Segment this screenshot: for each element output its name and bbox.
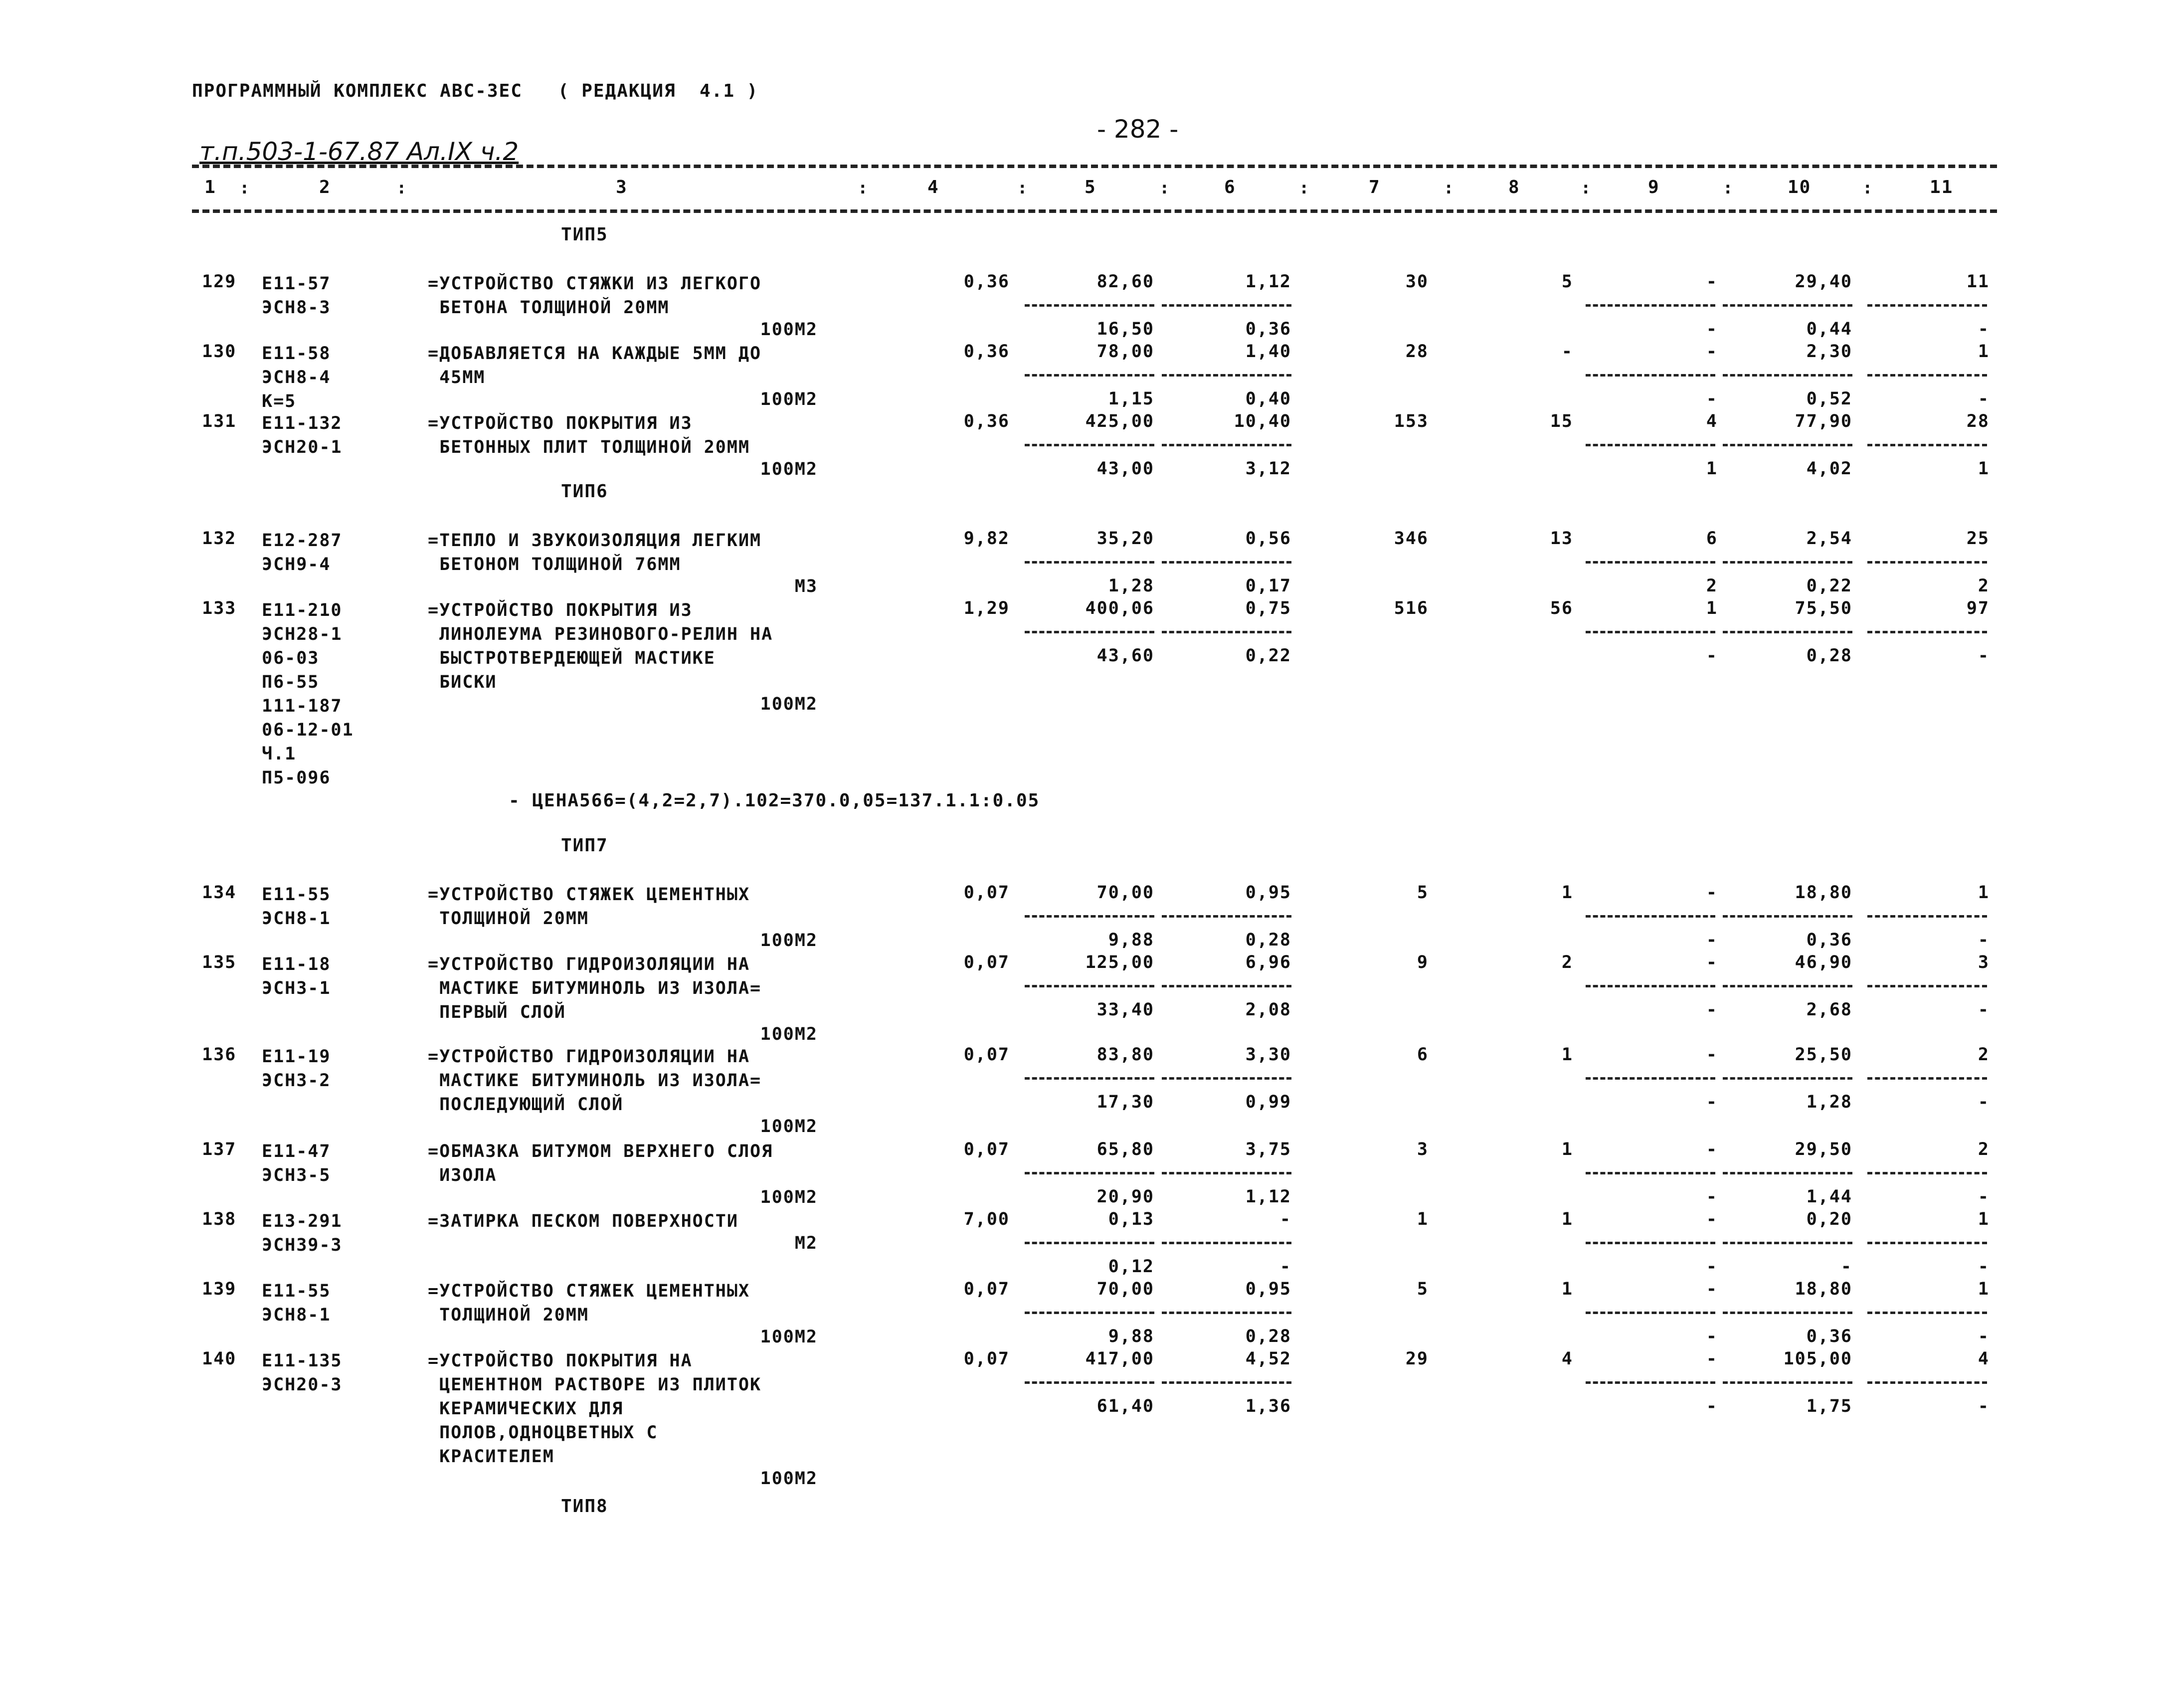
row-col9-sub: - [1706,1000,1718,1020]
row-col11-sub: 1 [1978,459,1990,479]
value-divider [1162,1312,1291,1314]
row-col6: 1,40 [1245,342,1291,362]
row-code: Е12-287 ЭСН9-4 [262,531,343,574]
row-code: Е11-58 ЭСН8-4 К=5 [262,344,331,411]
column-header-10: 10 [1788,177,1812,197]
row-col9-sub: 2 [1706,576,1718,596]
row-number: 134 [202,883,237,903]
row-col6-sub: 2,08 [1245,1000,1291,1020]
row-col10-sub: 1,28 [1806,1092,1852,1112]
type-heading-7: ТИП7 [561,835,608,856]
row-col9-sub: - [1706,646,1718,666]
row-col8: 13 [1550,529,1573,549]
row-col6: 6,96 [1245,952,1291,972]
row-col7: 5 [1417,883,1429,903]
value-divider [1867,1172,1987,1174]
value-divider [1025,1077,1154,1080]
row-col11: 3 [1978,952,1990,972]
row-quantity: 1,29 [963,598,1010,618]
row-quantity: 0,07 [963,1045,1010,1065]
value-divider [1162,1077,1291,1080]
row-col10: 0,20 [1806,1209,1852,1229]
row-col9: - [1706,272,1718,292]
value-divider [1586,1077,1715,1080]
row-col5: 65,80 [1096,1139,1154,1159]
value-divider [1025,561,1154,564]
row-col6: 0,95 [1245,883,1291,903]
row-col5: 417,00 [1085,1349,1154,1369]
value-divider [1025,631,1154,633]
row-col9: - [1706,342,1718,362]
row-col10: 75,50 [1795,598,1852,618]
row-quantity: 0,36 [963,342,1010,362]
column-separator: : [1581,178,1592,198]
value-divider [1723,374,1852,377]
row-col5: 35,20 [1096,529,1154,549]
row-unit: 100М2 [760,1117,818,1137]
row-col9-sub: - [1706,1092,1718,1112]
row-col8: 1 [1561,1045,1573,1065]
row-col5-sub: 1,15 [1108,389,1154,409]
row-col6-sub: 1,36 [1245,1396,1291,1416]
value-divider [1025,444,1154,446]
value-divider [1586,985,1715,987]
row-col5: 125,00 [1085,952,1154,972]
value-divider [1867,561,1987,564]
value-divider [1867,915,1987,918]
column-header-7: 7 [1369,177,1381,197]
row-col7: 29 [1405,1349,1429,1369]
column-header-11: 11 [1930,177,1954,197]
row-col9: - [1706,1209,1718,1229]
type-heading-8: ТИП8 [561,1496,608,1517]
row-col7: 3 [1417,1139,1429,1159]
row-col10-sub: 0,52 [1806,389,1852,409]
row-number: 131 [202,411,237,431]
row-description: =ОБМАЗКА БИТУМОМ ВЕРХНЕГО СЛОЯ ИЗОЛА [428,1141,773,1185]
row-col10-sub: 4,02 [1806,459,1852,479]
row-col6: 0,95 [1245,1279,1291,1299]
row-col7: 6 [1417,1045,1429,1065]
value-divider [1867,1242,1987,1244]
header-bottom-rule [192,209,1997,213]
row-col6: 1,12 [1245,272,1291,292]
row-col6-sub: 0,17 [1245,576,1291,596]
value-divider [1723,985,1852,987]
row-description: =УСТРОЙСТВО ПОКРЫТИЯ ИЗ БЕТОННЫХ ПЛИТ ТОЛЩИНОЙ 20ММ [428,413,750,457]
value-divider [1162,1381,1291,1384]
value-divider [1723,1312,1852,1314]
row-col5-sub: 61,40 [1096,1396,1154,1416]
row-number: 135 [202,952,237,972]
row-col5: 70,00 [1096,883,1154,903]
row-col10: 105,00 [1783,1349,1852,1369]
row-col5-sub: 43,60 [1096,646,1154,666]
row-col9-sub: - [1706,1396,1718,1416]
row-code: Е11-55 ЭСН8-1 [262,1281,331,1325]
row-code: Е11-18 ЭСН3-1 [262,954,331,998]
row-number: 130 [202,342,237,362]
row-col7: 28 [1405,342,1429,362]
column-header-6: 6 [1224,177,1236,197]
value-divider [1586,631,1715,633]
value-divider [1162,444,1291,446]
row-col9-sub: - [1706,1187,1718,1207]
row-col6-sub: 0,28 [1245,1327,1291,1346]
row-col5-sub: 16,50 [1096,319,1154,339]
row-col6-sub: 0,36 [1245,319,1291,339]
value-divider [1586,915,1715,918]
row-unit: 100М2 [760,459,818,479]
row-col5-sub: 43,00 [1096,459,1154,479]
column-separator: : [1444,178,1455,198]
row-col11: 2 [1978,1139,1990,1159]
row-col5: 0,13 [1108,1209,1154,1229]
row-code: Е11-132 ЭСН20-1 [262,413,343,457]
row-col5: 78,00 [1096,342,1154,362]
row-col6-sub: 1,12 [1245,1187,1291,1207]
row-col11: 1 [1978,1279,1990,1299]
row-col6: 3,30 [1245,1045,1291,1065]
row-unit: 100М2 [760,931,818,950]
value-divider [1162,1242,1291,1244]
row-col5: 83,80 [1096,1045,1154,1065]
value-divider [1723,1172,1852,1174]
value-divider [1025,1381,1154,1384]
row-description: =УСТРОЙСТВО СТЯЖКИ ИЗ ЛЕГКОГО БЕТОНА ТОЛЩИНОЙ 20ММ [428,274,762,318]
value-divider [1162,631,1291,633]
row-code: Е11-135 ЭСН20-3 [262,1351,343,1395]
row-col8: 1 [1561,1209,1573,1229]
row-col6-sub: 0,22 [1245,646,1291,666]
row-col8: 4 [1561,1349,1573,1369]
row-number: 133 [202,598,237,618]
column-separator: : [1299,178,1310,198]
column-header-4: 4 [927,177,939,197]
row-col10: 46,90 [1795,952,1852,972]
value-divider [1586,444,1715,446]
project-code: т.п.503-1-67.87 Ал.IX ч.2 [199,137,519,166]
row-number: 138 [202,1209,237,1229]
row-unit: 100М2 [760,320,818,340]
row-col8: 15 [1550,411,1573,431]
row-col6: 0,56 [1245,529,1291,549]
row-description: =УСТРОЙСТВО ПОКРЫТИЯ ИЗ ЛИНОЛЕУМА РЕЗИНОВОГО-РЕЛИН НА БЫСТРОТВЕРДЕЮЩЕЙ МАСТИКЕ БИСКИ [428,600,773,692]
row-col9: - [1706,1139,1718,1159]
row-col10: 2,30 [1806,342,1852,362]
value-divider [1723,1077,1852,1080]
row-col9-sub: - [1706,930,1718,950]
row-col5-sub: 20,90 [1096,1187,1154,1207]
value-divider [1025,1172,1154,1174]
row-unit: 100М2 [760,1024,818,1044]
row-number: 137 [202,1139,237,1159]
row-col11-sub: - [1978,1257,1990,1277]
column-header-3: 3 [616,177,628,197]
type-heading-6: ТИП6 [561,481,608,502]
row-col5-sub: 0,12 [1108,1257,1154,1277]
row-quantity: 0,07 [963,952,1010,972]
row-col11: 25 [1966,529,1990,549]
row-col7: 346 [1394,529,1429,549]
value-divider [1723,444,1852,446]
row-code: Е13-291 ЭСН39-3 [262,1211,343,1255]
row-unit: 100М2 [760,1327,818,1347]
value-divider [1586,374,1715,377]
value-divider [1723,304,1852,307]
row-col6-sub: - [1279,1257,1291,1277]
row-col11: 1 [1978,342,1990,362]
row-col10-sub: 2,68 [1806,1000,1852,1020]
row-col10-sub: 0,22 [1806,576,1852,596]
row-col11: 2 [1978,1045,1990,1065]
row-col8: 56 [1550,598,1573,618]
row-col10: 29,50 [1795,1139,1852,1159]
row-col9: - [1706,952,1718,972]
value-divider [1025,1242,1154,1244]
row-code: Е11-19 ЭСН3-2 [262,1047,331,1091]
row-col11-sub: - [1978,319,1990,339]
row-col11: 1 [1978,883,1990,903]
value-divider [1162,561,1291,564]
row-col8: 5 [1561,272,1573,292]
value-divider [1723,1381,1852,1384]
row-col10: 25,50 [1795,1045,1852,1065]
row-col6: 0,75 [1245,598,1291,618]
column-separator: : [396,178,408,198]
row-col6: - [1279,1209,1291,1229]
row-quantity: 0,07 [963,1139,1010,1159]
row-col5-sub: 17,30 [1096,1092,1154,1112]
value-divider [1723,631,1852,633]
row-quantity: 9,82 [963,529,1010,549]
value-divider [1586,1172,1715,1174]
row-col6-sub: 0,40 [1245,389,1291,409]
row-quantity: 7,00 [963,1209,1010,1229]
column-separator: : [858,178,869,198]
value-divider [1867,1312,1987,1314]
value-divider [1723,561,1852,564]
value-divider [1162,1172,1291,1174]
row-unit: М3 [794,576,818,596]
row-unit: 100М2 [760,694,818,714]
value-divider [1723,1242,1852,1244]
row-col10: 77,90 [1795,411,1852,431]
column-header-1: 1 [204,177,216,197]
row-col10-sub: 0,36 [1806,1327,1852,1346]
value-divider [1867,444,1987,446]
row-description: =УСТРОЙСТВО СТЯЖЕК ЦЕМЕНТНЫХ ТОЛЩИНОЙ 20ММ [428,885,750,929]
row-col6-sub: 0,28 [1245,930,1291,950]
row-unit: 100М2 [760,389,818,409]
column-header-9: 9 [1648,177,1660,197]
row-col9: 4 [1706,411,1718,431]
page-number: - 282 - [1097,115,1179,144]
value-divider [1025,304,1154,307]
row-col9: - [1706,883,1718,903]
value-divider [1867,304,1987,307]
row-description: =УСТРОЙСТВО СТЯЖЕК ЦЕМЕНТНЫХ ТОЛЩИНОЙ 20ММ [428,1281,750,1325]
value-divider [1162,374,1291,377]
row-unit: 100М2 [760,1469,818,1489]
row-quantity: 0,07 [963,1349,1010,1369]
row-quantity: 0,36 [963,272,1010,292]
value-divider [1867,1381,1987,1384]
value-divider [1025,985,1154,987]
row-code: Е11-210 ЭСН28-1 06-03 П6-55 111-187 06-12-01 Ч.1 П5-096 [262,600,354,788]
row-col8: 2 [1561,952,1573,972]
row-col5: 82,60 [1096,272,1154,292]
row-number: 140 [202,1349,237,1369]
value-divider [1025,374,1154,377]
row-col6-sub: 3,12 [1245,459,1291,479]
value-divider [1586,1242,1715,1244]
row-code: Е11-47 ЭСН3-5 [262,1141,331,1185]
value-divider [1586,304,1715,307]
row-col11: 28 [1966,411,1990,431]
row-description: =ДОБАВЛЯЕТСЯ НА КАЖДЫЕ 5ММ ДО 45ММ [428,344,762,387]
value-divider [1867,1077,1987,1080]
row-description: =ТЕПЛО И ЗВУКОИЗОЛЯЦИЯ ЛЕГКИМ БЕТОНОМ ТОЛЩИНОЙ 76ММ [428,531,762,574]
row-col11-sub: 2 [1978,576,1990,596]
row-description: =УСТРОЙСТВО ПОКРЫТИЯ НА ЦЕМЕНТНОМ РАСТВОРЕ ИЗ ПЛИТОК КЕРАМИЧЕСКИХ ДЛЯ ПОЛОВ,ОДНОЦВЕТНЫХ С КРАСИТЕЛЕМ [428,1351,762,1467]
row-col9: - [1706,1045,1718,1065]
value-divider [1025,915,1154,918]
row-col6-sub: 0,99 [1245,1092,1291,1112]
value-divider [1162,985,1291,987]
row-col11-sub: - [1978,1000,1990,1020]
row-col11-sub: - [1978,646,1990,666]
row-number: 129 [202,272,237,292]
row-description: =УСТРОЙСТВО ГИДРОИЗОЛЯЦИИ НА МАСТИКЕ БИТУМИНОЛЬ ИЗ ИЗОЛА= ПЕРВЫЙ СЛОЙ [428,954,762,1022]
price-formula-text: ЦЕНА566=(4,2=2,7).102=370.0,05=137.1.1:0.05 [532,790,1040,811]
value-divider [1867,374,1987,377]
row-col5: 425,00 [1085,411,1154,431]
row-col9-sub: - [1706,389,1718,409]
row-quantity: 0,36 [963,411,1010,431]
row-col11-sub: - [1978,1396,1990,1416]
price-formula: - ЦЕНА566=(4,2=2,7).102=370.0,05=137.1.1:0.05 [509,790,1040,811]
column-separator: : [1862,178,1874,198]
value-divider [1586,1381,1715,1384]
row-col9-sub: - [1706,1257,1718,1277]
row-col7: 5 [1417,1279,1429,1299]
column-header-5: 5 [1085,177,1096,197]
row-unit: 100М2 [760,1187,818,1207]
column-separator: : [1159,178,1171,198]
row-col8: - [1561,342,1573,362]
row-col8: 1 [1561,1279,1573,1299]
value-divider [1867,631,1987,633]
row-col10: 18,80 [1795,883,1852,903]
row-col8: 1 [1561,1139,1573,1159]
row-col10-sub: 0,28 [1806,646,1852,666]
row-col5: 70,00 [1096,1279,1154,1299]
value-divider [1025,1312,1154,1314]
row-col9: - [1706,1349,1718,1369]
row-col11-sub: - [1978,389,1990,409]
row-col11: 11 [1966,272,1990,292]
value-divider [1723,915,1852,918]
row-quantity: 0,07 [963,1279,1010,1299]
row-col8: 1 [1561,883,1573,903]
value-divider [1162,304,1291,307]
row-col7: 30 [1405,272,1429,292]
row-col10-sub: 1,44 [1806,1187,1852,1207]
row-col7: 153 [1394,411,1429,431]
row-col10-sub: 0,36 [1806,930,1852,950]
value-divider [1586,561,1715,564]
row-description: =ЗАТИРКА ПЕСКОМ ПОВЕРХНОСТИ [428,1211,738,1231]
row-col11: 1 [1978,1209,1990,1229]
header-top-rule [192,165,1997,168]
row-col11: 4 [1978,1349,1990,1369]
row-col6: 3,75 [1245,1139,1291,1159]
row-col11: 97 [1966,598,1990,618]
row-code: Е11-57 ЭСН8-3 [262,274,331,318]
row-col5: 400,06 [1085,598,1154,618]
row-col9-sub: - [1706,319,1718,339]
row-col9-sub: 1 [1706,459,1718,479]
row-col9: 1 [1706,598,1718,618]
column-separator: : [239,178,251,198]
row-col7: 516 [1394,598,1429,618]
row-col10: 18,80 [1795,1279,1852,1299]
column-header-2: 2 [319,177,331,197]
column-separator: : [1017,178,1029,198]
row-col9: 6 [1706,529,1718,549]
row-col5-sub: 1,28 [1108,576,1154,596]
row-col10-sub: 1,75 [1806,1396,1852,1416]
row-number: 139 [202,1279,237,1299]
type-heading-5: ТИП5 [561,224,608,245]
row-quantity: 0,07 [963,883,1010,903]
row-code: Е11-55 ЭСН8-1 [262,885,331,929]
row-col9-sub: - [1706,1327,1718,1346]
row-col10: 2,54 [1806,529,1852,549]
row-col10-sub: - [1840,1257,1852,1277]
row-col9: - [1706,1279,1718,1299]
column-header-8: 8 [1508,177,1520,197]
column-separator: : [1723,178,1734,198]
row-col5-sub: 9,88 [1108,930,1154,950]
row-col11-sub: - [1978,1327,1990,1346]
value-divider [1867,985,1987,987]
row-col5-sub: 9,88 [1108,1327,1154,1346]
row-col10: 29,40 [1795,272,1852,292]
row-col7: 9 [1417,952,1429,972]
row-col6: 4,52 [1245,1349,1291,1369]
row-number: 132 [202,529,237,549]
row-col11-sub: - [1978,930,1990,950]
row-unit: М2 [794,1233,818,1253]
row-col11-sub: - [1978,1092,1990,1112]
program-title: ПРОГРАММНЫЙ КОМПЛЕКС АВС-3ЕС ( РЕДАКЦИЯ 4.1 ) [192,81,759,101]
row-description: =УСТРОЙСТВО ГИДРОИЗОЛЯЦИИ НА МАСТИКЕ БИТУМИНОЛЬ ИЗ ИЗОЛА= ПОСЛЕДУЮЩИЙ СЛОЙ [428,1047,762,1115]
row-col11-sub: - [1978,1187,1990,1207]
row-col7: 1 [1417,1209,1429,1229]
row-col6: 10,40 [1234,411,1291,431]
value-divider [1586,1312,1715,1314]
value-divider [1162,915,1291,918]
row-col10-sub: 0,44 [1806,319,1852,339]
row-col5-sub: 33,40 [1096,1000,1154,1020]
row-number: 136 [202,1045,237,1065]
